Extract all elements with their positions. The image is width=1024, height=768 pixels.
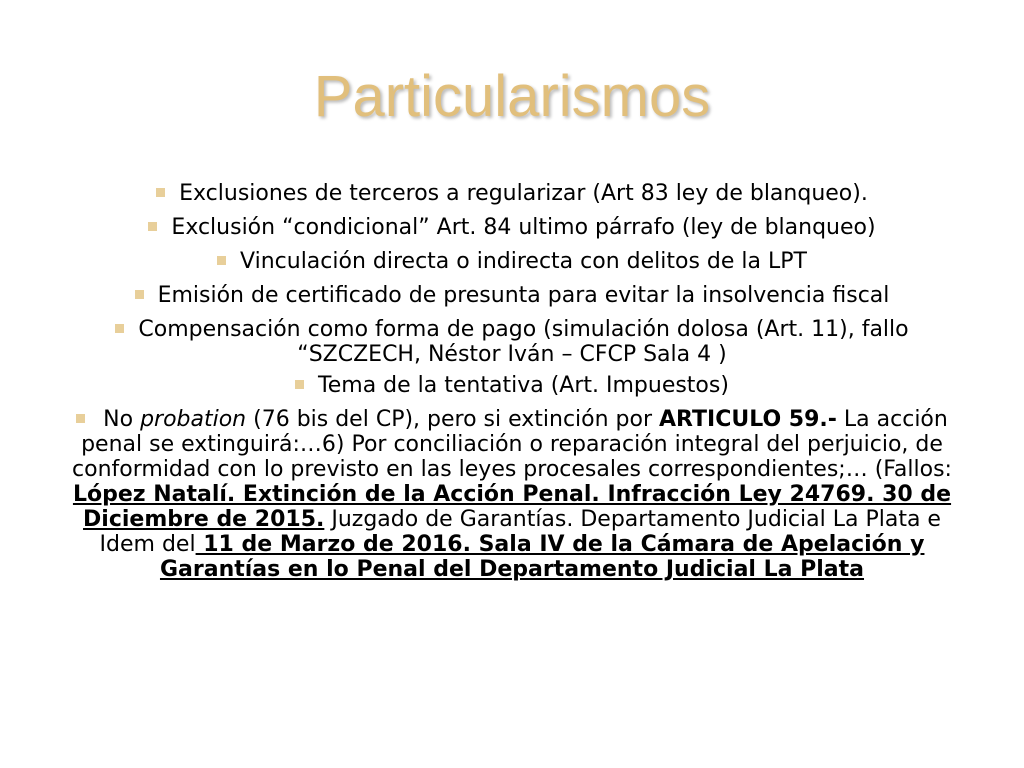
square-bullet-icon [295,380,304,389]
slide-title: Particularismos [313,64,711,129]
bullet-item: Vinculación directa o indirecta con delitos de la LPT [66,249,958,274]
square-bullet-icon [217,256,226,265]
bullet-item: Compensación como forma de pago (simulación dolosa (Art. 11), fallo “SZCZECH, Néstor Iván – CFCP Sala 4 ) [66,317,958,367]
fallo-sala-iv: 11 de Marzo de 2016. Sala IV de la Cámara de Apelación y Garantías en lo Penal del Departamento Judicial La Plata [159,532,925,582]
square-bullet-icon [115,324,124,333]
bullet-item: Exclusión “condicional” Art. 84 ultimo párrafo (ley de blanqueo) [66,215,958,240]
square-bullet-icon [135,290,144,299]
square-bullet-icon [76,414,85,423]
bullet-item-articulo-59: No probation (76 bis del CP), pero si extinción por ARTICULO 59.- La acción penal se extinguirá:…6) Por conciliación o reparación integral del perjuicio, de conformidad con lo previsto en las leyes procesales correspondientes;… (Fallos: López Natalí. Extinción de la Acción Penal. Infracción Ley 24769. 30 de Diciembre de 2015. Juzgado de Garantías. Departamento Judicial La Plata e Idem del 11 de Marzo de 2016. Sala IV de la Cámara de Apelación y Garantías en lo Penal del Departamento Judicial La Plata [72,407,952,582]
bullet-list [66,181,958,591]
square-bullet-icon [148,222,157,231]
fallo-lopez-natali: López Natalí. Extinción de la Acción Penal. Infracción Ley 24769. 30 de Diciembre de 2015. [72,482,952,532]
bullet-item: Emisión de certificado de presunta para evitar la insolvencia fiscal [66,283,958,308]
bullet-item: Exclusiones de terceros a regularizar (Art 83 ley de blanqueo). [66,181,958,206]
bullet-item: Tema de la tentativa (Art. Impuestos) [66,373,958,398]
square-bullet-icon [156,188,165,197]
